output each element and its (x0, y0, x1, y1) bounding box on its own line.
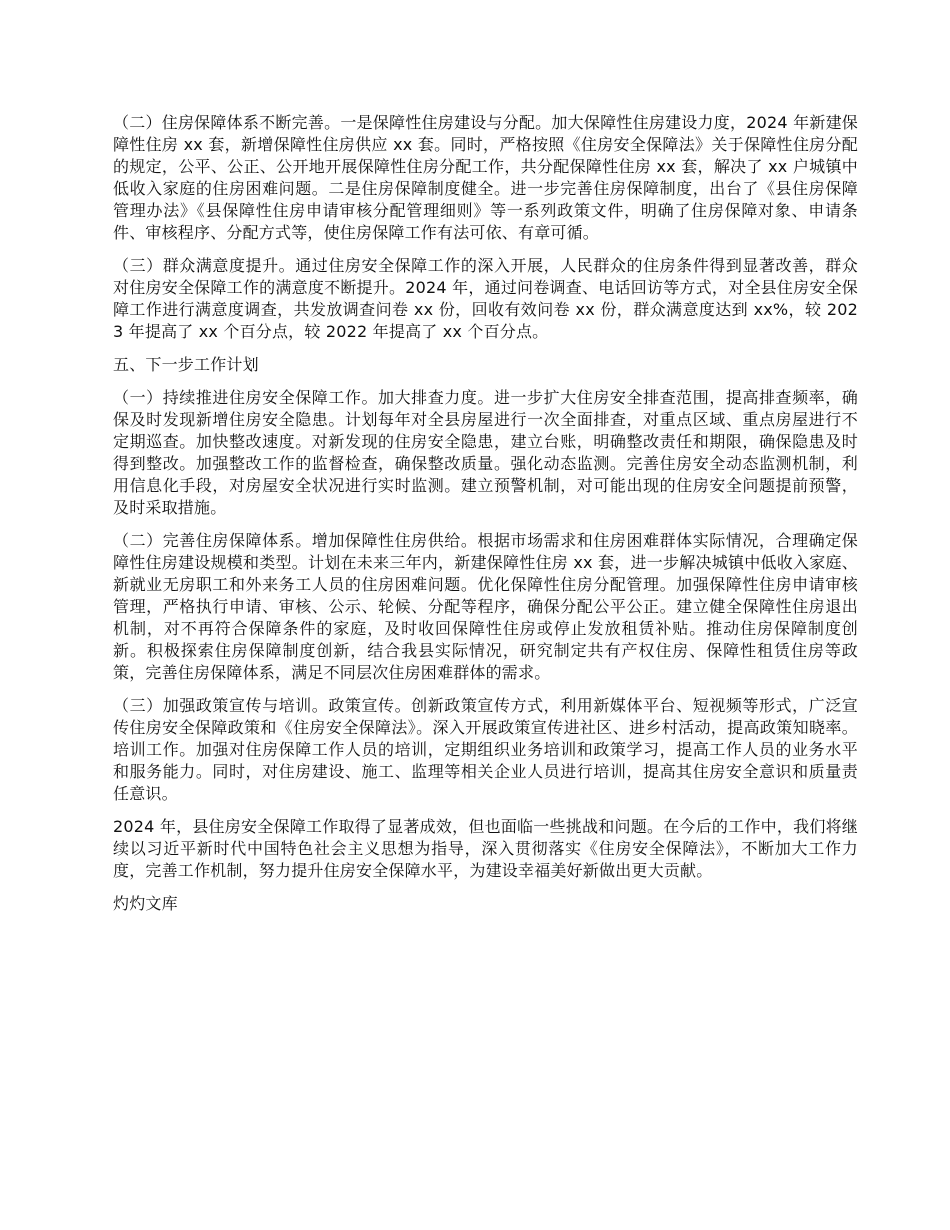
paragraph-plan-housing-system: （二）完善住房保障体系。增加保障性住房供给。根据市场需求和住房困难群体实际情况，合理确定保障性住房建设规模和类型。计划在未来三年内，新建保障性住房 xx 套，进一步解决城镇中低收入家庭、新就业无房职工和外来务工人员的住房困难问题。优化保障性住房分配管理。加强保障性住房申请审核管理，严格执行申请、审核、公示、轮候、分配等程序，确保分配公平公正。建立健全保障性住房退出机制，对不再符合保障条件的家庭，及时收回保障性住房或停止发放租赁补贴。推动住房保障制度创新。积极探索住房保障制度创新，结合我县实际情况，研究制定共有产权住房、保障性租赁住房等政策，完善住房保障体系，满足不同层次住房困难群体的需求。 (113, 531, 858, 682)
document-page (113, 112, 858, 915)
paragraph-public-satisfaction: （三）群众满意度提升。通过住房安全保障工作的深入开展，人民群众的住房条件得到显著改善，群众对住房安全保障工作的满意度不断提升。2024 年，通过问卷调查、电话回访等方式，对全县住房安全保障工作进行满意度调查，共发放调查问卷 xx 份，回收有效问卷 xx 份，群众满意度达到 xx%，较 2023 年提高了 xx 个百分点，较 2022 年提高了 xx 个百分点。 (113, 256, 858, 341)
paragraph-conclusion: 2024 年，县住房安全保障工作取得了显著成效，但也面临一些挑战和问题。在今后的工作中，我们将继续以习近平新时代中国特色社会主义思想为指导，深入贯彻落实《住房安全保障法》，不断加大工作力度，完善工作机制，努力提升住房安全保障水平，为建设幸福美好新做出更大贡献。 (113, 817, 858, 880)
paragraph-plan-publicity-training: （三）加强政策宣传与培训。政策宣传。创新政策宣传方式，利用新媒体平台、短视频等形式，广泛宣传住房安全保障政策和《住房安全保障法》。深入开展政策宣传进社区、进乡村活动，提高政策知晓率。培训工作。加强对住房保障工作人员的培训，定期组织业务培训和政策学习，提高工作人员的业务水平和服务能力。同时，对住房建设、施工、监理等相关企业人员进行培训，提高其住房安全意识和质量责任意识。 (113, 696, 858, 803)
brand-label: 灼灼文库 (113, 894, 178, 913)
section-heading-next-steps: 五、下一步工作计划 (113, 355, 259, 374)
paragraph-plan-housing-safety: （一）持续推进住房安全保障工作。加大排查力度。进一步扩大住房安全排查范围，提高排查频率，确保及时发现新增住房安全隐患。计划每年对全县房屋进行一次全面排查，对重点区域、重点房屋进行不定期巡查。加快整改速度。对新发现的住房安全隐患，建立台账，明确整改责任和期限，确保隐患及时得到整改。加强整改工作的监督检查，确保整改质量。强化动态监测。完善住房安全动态监测机制，利用信息化手段，对房屋安全状况进行实时监测。建立预警机制，对可能出现的住房安全问题提前预警，及时采取措施。 (113, 388, 858, 517)
paragraph-housing-security-system: （二）住房保障体系不断完善。一是保障性住房建设与分配。加大保障性住房建设力度，2024 年新建保障性住房 xx 套，新增保障性住房供应 xx 套。同时，严格按照《住房安全保障法》关于保障性住房分配的规定，公平、公正、公开地开展保障性住房分配工作，共分配保障性住房 xx 套，解决了 xx 户城镇中低收入家庭的住房困难问题。二是住房保障制度健全。进一步完善住房保障制度，出台了《县住房保障管理办法》《县保障性住房申请审核分配管理细则》等一系列政策文件，明确了住房保障对象、申请条件、审核程序、分配方式等，使住房保障工作有法可依、有章可循。 (113, 113, 858, 242)
